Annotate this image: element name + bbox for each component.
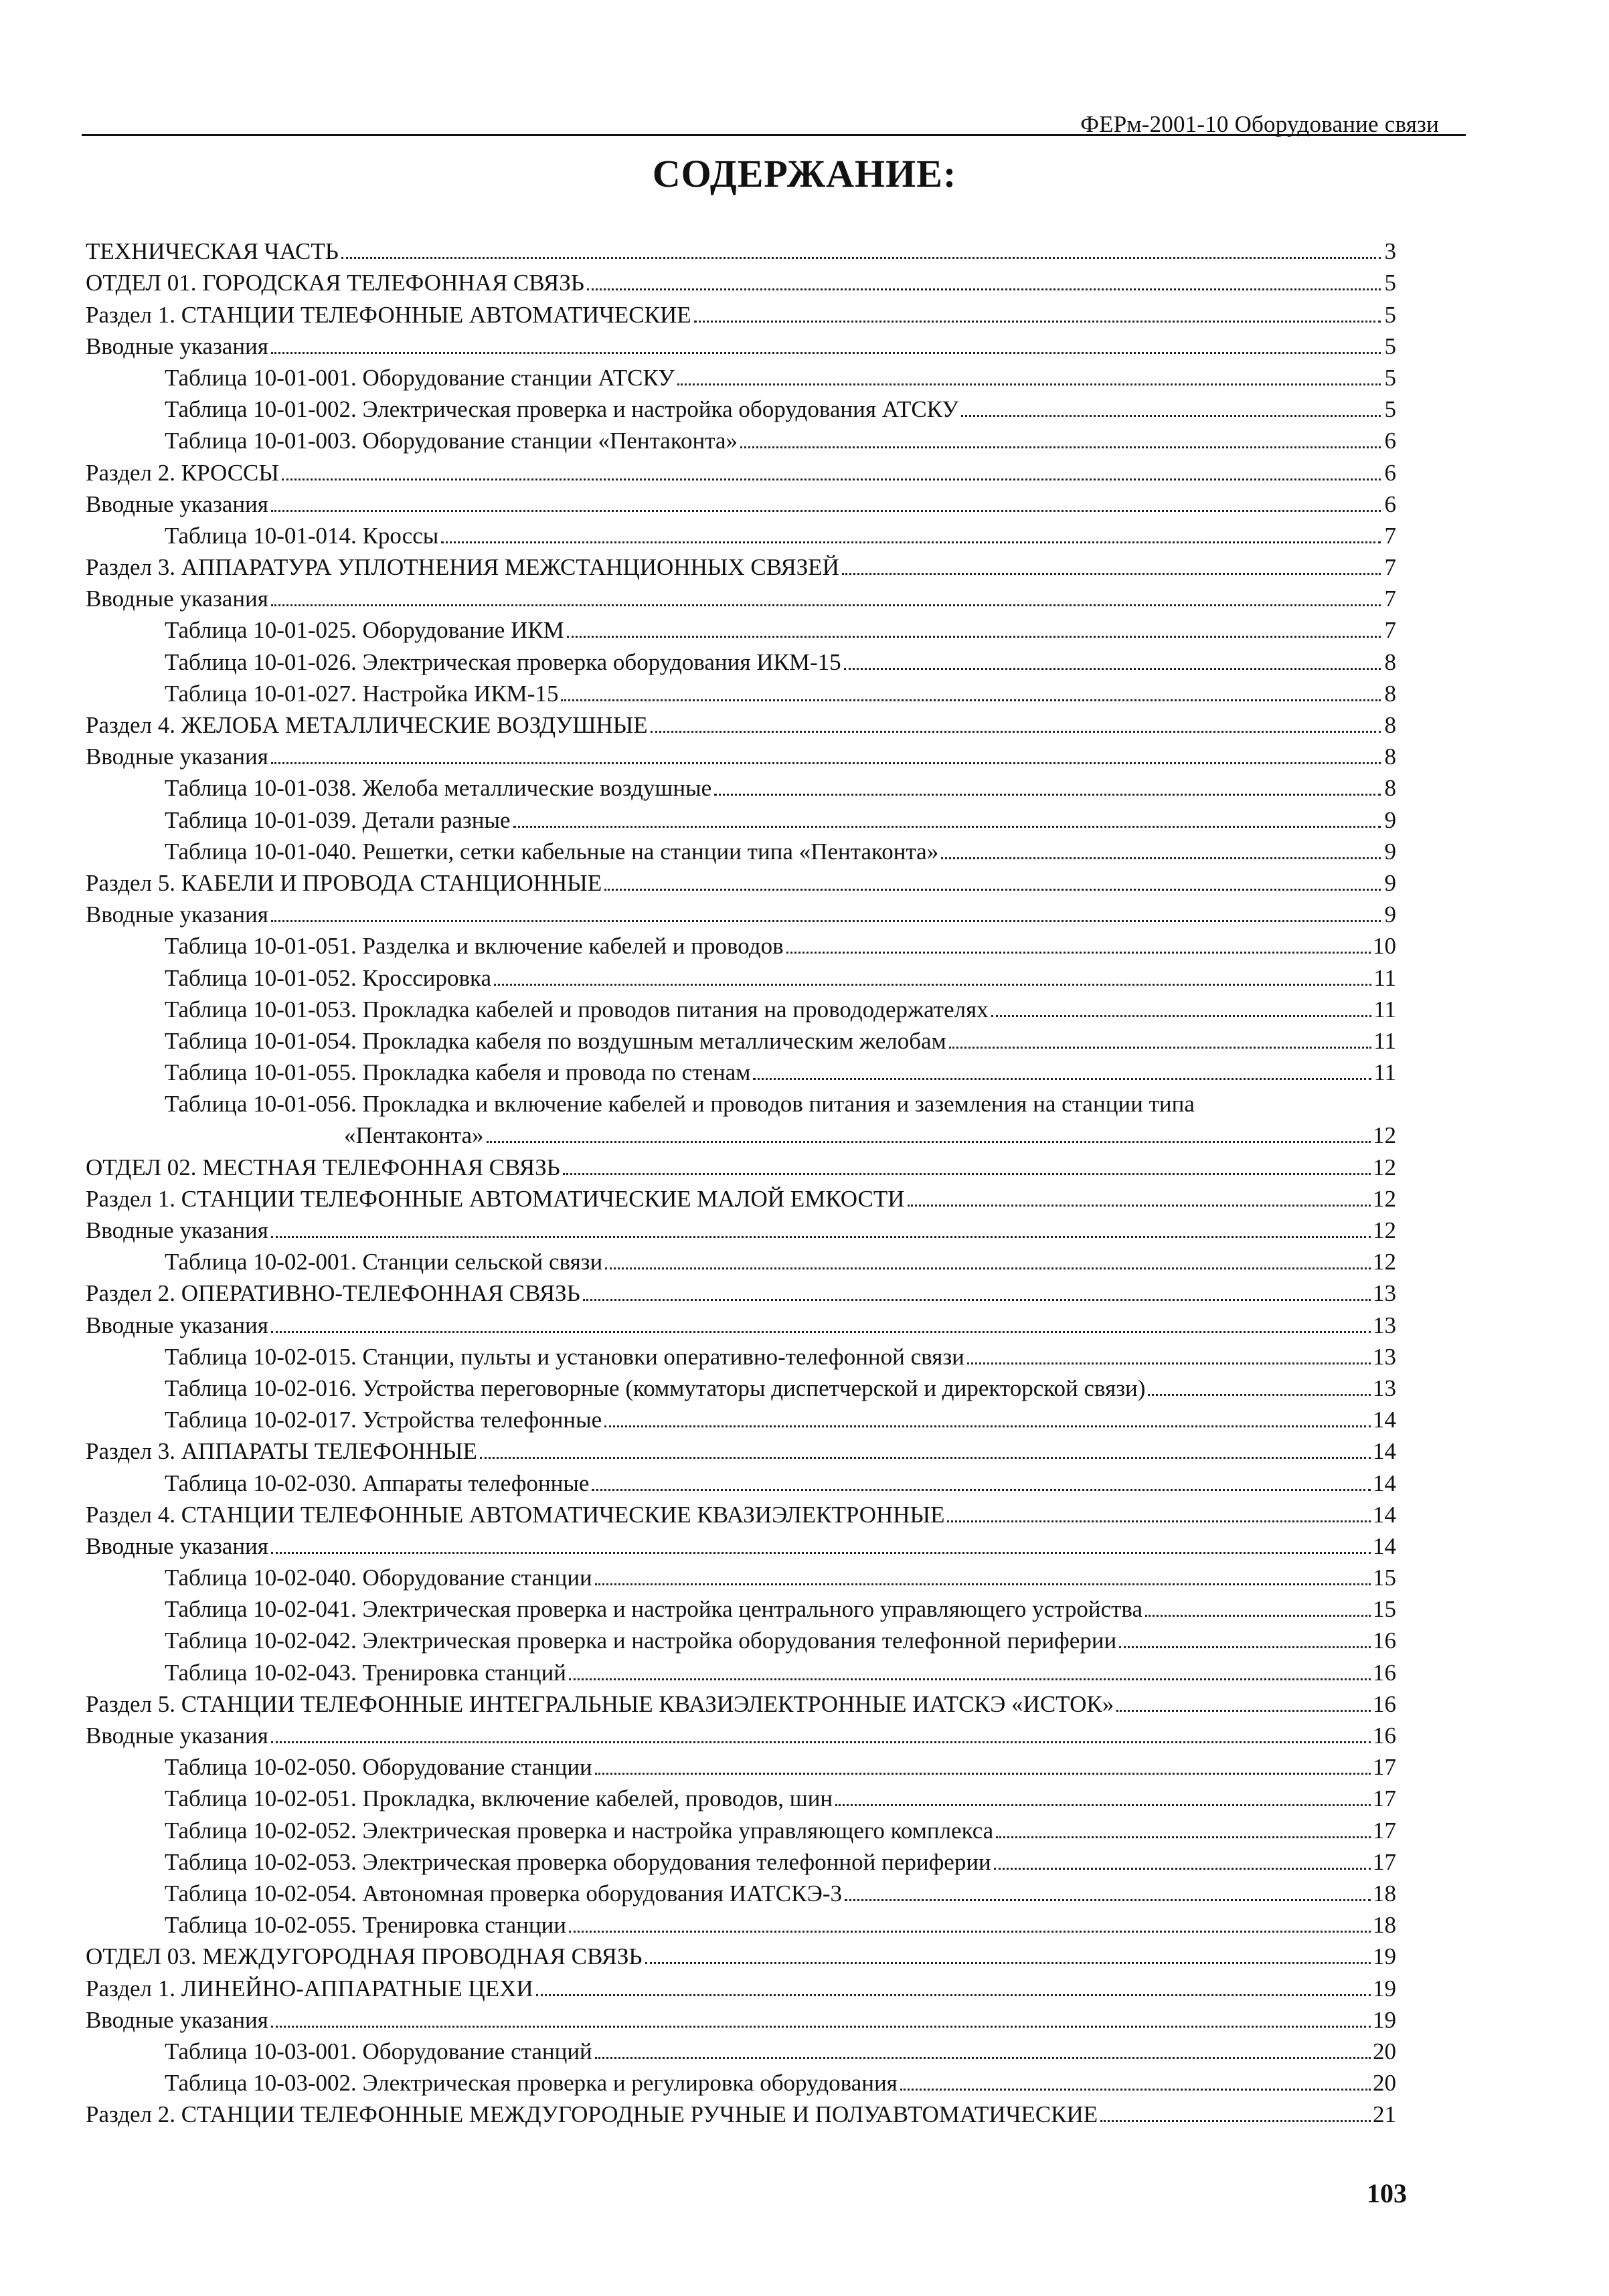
toc-entry[interactable] — [86, 1404, 1396, 1435]
toc-entry[interactable] — [86, 1656, 1396, 1688]
toc-entry-page: 13 — [1373, 1375, 1396, 1401]
toc-entry-label: Вводные указания — [86, 333, 268, 359]
dot-leader — [441, 541, 1381, 543]
toc-entry-label: Вводные указания — [86, 1217, 268, 1243]
dot-leader — [961, 415, 1381, 417]
toc-entry-label: Раздел 3. АППАРАТЫ ТЕЛЕФОННЫЕ — [86, 1438, 477, 1465]
toc-entry-label: Таблица 10-01-039. Детали разные — [165, 806, 511, 833]
toc-entry-label: Вводные указания — [86, 586, 268, 612]
toc-entry[interactable] — [86, 489, 1396, 520]
toc-entry[interactable] — [86, 236, 1396, 267]
toc-entry-page: 15 — [1373, 1596, 1396, 1623]
dot-leader — [282, 478, 1381, 480]
toc-entry-page: 8 — [1384, 775, 1396, 802]
toc-entry-page: 17 — [1373, 1848, 1396, 1875]
dot-leader — [587, 288, 1381, 290]
toc-entry[interactable] — [86, 1751, 1396, 1783]
toc-entry-page: 8 — [1384, 680, 1396, 707]
toc-entry-label: Таблица 10-01-014. Кроссы — [165, 522, 439, 549]
toc-entry-label: Таблица 10-01-038. Желоба металлические воздушные — [165, 775, 712, 802]
toc-entry-label: «Пентаконта» — [344, 1122, 484, 1149]
toc-entry[interactable] — [86, 1972, 1396, 2004]
toc-entry[interactable] — [86, 930, 1396, 962]
toc-entry-page: 5 — [1384, 333, 1396, 359]
dot-leader — [1100, 2120, 1371, 2122]
toc-entry-label: ОТДЕЛ 01. ГОРОДСКАЯ ТЕЛЕФОННАЯ СВЯЗЬ — [86, 270, 584, 296]
toc-entry-page: 8 — [1384, 712, 1396, 738]
dot-leader — [271, 762, 1381, 764]
toc-entry-page: 6 — [1384, 459, 1396, 486]
dot-leader — [1145, 1615, 1371, 1617]
toc-entry[interactable] — [86, 1720, 1396, 1751]
toc-entry-label: Раздел 2. СТАНЦИИ ТЕЛЕФОННЫЕ МЕЖДУГОРОДНЫЕ РУЧНЫЕ И ПОЛУАВТОМАТИЧЕСКИЕ — [86, 2101, 1098, 2128]
dot-leader — [645, 1962, 1371, 1964]
toc-entry[interactable] — [86, 772, 1396, 804]
toc-entry-page: 18 — [1373, 1912, 1396, 1939]
toc-entry[interactable] — [86, 551, 1396, 583]
dot-leader — [947, 1520, 1371, 1522]
dot-leader — [595, 1583, 1371, 1585]
toc-entry-page: 13 — [1373, 1343, 1396, 1370]
toc-entry[interactable] — [86, 1467, 1396, 1498]
toc-entry-page: 11 — [1373, 964, 1396, 991]
running-title: ФЕРм-2001-10 Оборудование связи — [1080, 111, 1439, 137]
toc-entry-label: Таблица 10-03-001. Оборудование станций — [165, 2038, 592, 2064]
dot-leader — [487, 1141, 1371, 1143]
toc-entry[interactable] — [86, 1814, 1396, 1846]
dot-leader — [567, 636, 1381, 638]
toc-entry-page: 9 — [1384, 901, 1396, 928]
toc-entry[interactable] — [86, 267, 1396, 298]
toc-entry-label: Таблица 10-02-052. Электрическая проверка и настройка управляющего комплекса — [165, 1817, 994, 1844]
dot-leader — [592, 1489, 1371, 1491]
toc-entry[interactable] — [86, 994, 1396, 1025]
toc-entry-page: 5 — [1384, 301, 1396, 328]
toc-entry-page: 16 — [1373, 1690, 1396, 1717]
toc-entry-page: 10 — [1373, 933, 1396, 960]
toc-entry-label: Раздел 3. АППАРАТУРА УПЛОТНЕНИЯ МЕЖСТАНЦИОННЫХ СВЯЗЕЙ — [86, 554, 839, 581]
toc-entry-label: Раздел 4. ЖЕЛОБА МЕТАЛЛИЧЕСКИЕ ВОЗДУШНЫЕ — [86, 712, 648, 738]
dot-leader — [271, 1236, 1371, 1238]
dot-leader — [835, 1804, 1371, 1806]
toc-entry-label: Раздел 1. СТАНЦИИ ТЕЛЕФОННЫЕ АВТОМАТИЧЕСКИЕ — [86, 301, 691, 328]
toc-entry[interactable] — [86, 804, 1396, 835]
toc-entry[interactable] — [86, 362, 1396, 393]
toc-entry[interactable] — [86, 709, 1396, 741]
toc-entry[interactable] — [86, 1088, 1396, 1120]
toc-entry-label: Таблица 10-02-040. Оборудование станции — [165, 1565, 592, 1591]
toc-entry-label: Таблица 10-02-042. Электрическая проверка и настройка оборудования телефонной периферии — [165, 1627, 1117, 1654]
toc-entry-label: Таблица 10-01-055. Прокладка кабеля и провода по стенам — [165, 1059, 751, 1086]
toc-entry-label: Таблица 10-01-053. Прокладка кабелей и проводов питания на провододержателях — [165, 996, 989, 1023]
toc-entry[interactable] — [86, 298, 1396, 330]
toc-entry[interactable] — [86, 741, 1396, 772]
dot-leader — [271, 2026, 1371, 2028]
toc-entry[interactable] — [86, 2067, 1396, 2099]
dot-leader — [569, 1931, 1371, 1933]
dot-leader — [569, 1678, 1371, 1680]
dot-leader — [740, 446, 1381, 448]
toc-entry-label: Таблица 10-01-002. Электрическая проверка и настройка оборудования АТСКУ — [165, 396, 959, 423]
toc-entry-label: Таблица 10-02-055. Тренировка станции — [165, 1912, 567, 1939]
toc-entry-page: 17 — [1373, 1785, 1396, 1812]
toc-entry[interactable] — [86, 678, 1396, 709]
toc-entry-page: 7 — [1384, 617, 1396, 644]
toc-entry-page: 15 — [1373, 1565, 1396, 1591]
dot-leader — [536, 1994, 1371, 1996]
toc-entry-page: 7 — [1384, 554, 1396, 581]
toc-entry-label: Вводные указания — [86, 1532, 268, 1559]
dot-leader — [1116, 1710, 1371, 1712]
toc-entry-page: 12 — [1373, 1154, 1396, 1180]
toc-entry-label: ОТДЕЛ 03. МЕЖДУГОРОДНАЯ ПРОВОДНАЯ СВЯЗЬ — [86, 1943, 643, 1970]
dot-leader — [651, 731, 1381, 733]
toc-entry[interactable] — [86, 962, 1396, 993]
toc-entry-page: 14 — [1373, 1470, 1396, 1496]
dot-leader — [271, 510, 1381, 512]
dot-leader — [753, 1078, 1371, 1080]
toc-entry-page: 7 — [1384, 522, 1396, 549]
toc-entry-continuation[interactable] — [86, 1120, 1396, 1151]
toc-entry[interactable] — [86, 1025, 1396, 1057]
toc-entry-label: Таблица 10-01-056. Прокладка и включение кабелей и проводов питания и заземления на станции типа — [165, 1091, 1195, 1118]
toc-entry-page: 11 — [1373, 1059, 1396, 1086]
toc-entry[interactable] — [86, 1941, 1396, 1972]
toc-entry-page: 7 — [1384, 586, 1396, 612]
toc-entry-label: Таблица 10-01-003. Оборудование станции «Пентаконта» — [165, 428, 738, 454]
toc-entry[interactable] — [86, 520, 1396, 551]
toc-entry[interactable] — [86, 1593, 1396, 1625]
toc-entry-page: 13 — [1373, 1312, 1396, 1338]
toc-entry[interactable] — [86, 1783, 1396, 1814]
toc-entry[interactable] — [86, 1309, 1396, 1340]
toc-entry[interactable] — [86, 1183, 1396, 1215]
toc-entry[interactable] — [86, 2004, 1396, 2036]
toc-entry[interactable] — [86, 646, 1396, 677]
toc-entry-label: Таблица 10-02-051. Прокладка, включение кабелей, проводов, шин — [165, 1785, 833, 1812]
toc-entry[interactable] — [86, 614, 1396, 646]
toc-entry-page: 19 — [1373, 1943, 1396, 1970]
toc-entry-page: 19 — [1373, 2006, 1396, 2033]
toc-entry-page: 16 — [1373, 1659, 1396, 1686]
toc-entry-label: Таблица 10-01-040. Решетки, сетки кабельные на станции типа «Пентаконта» — [165, 838, 939, 865]
toc-entry-page: 5 — [1384, 396, 1396, 423]
dot-leader — [271, 920, 1381, 922]
toc-entry-label: Таблица 10-03-002. Электрическая проверка и регулировка оборудования — [165, 2070, 898, 2097]
toc-entry-label: ОТДЕЛ 02. МЕСТНАЯ ТЕЛЕФОННАЯ СВЯЗЬ — [86, 1154, 560, 1180]
dot-leader — [271, 352, 1381, 354]
dot-leader — [595, 2057, 1371, 2059]
toc-entry[interactable] — [86, 1878, 1396, 1909]
dot-leader — [994, 1868, 1371, 1870]
toc-entry-page: 9 — [1384, 838, 1396, 865]
toc-entry-page: 12 — [1373, 1217, 1396, 1243]
toc-entry-page: 19 — [1373, 1975, 1396, 2002]
toc-entry-page: 12 — [1373, 1122, 1396, 1149]
dot-leader — [1119, 1646, 1371, 1648]
dot-leader — [271, 1552, 1371, 1554]
toc-entry[interactable] — [86, 1846, 1396, 1878]
dot-leader — [494, 984, 1371, 986]
toc-entry-label: Раздел 4. СТАНЦИИ ТЕЛЕФОННЫЕ АВТОМАТИЧЕСКИЕ КВАЗИЭЛЕКТРОННЫЕ — [86, 1501, 945, 1528]
table-of-contents — [86, 236, 1396, 2130]
toc-entry-label: Таблица 10-02-001. Станции сельской связи — [165, 1249, 603, 1275]
toc-entry-label: Вводные указания — [86, 1312, 268, 1338]
toc-entry-label: Раздел 5. СТАНЦИИ ТЕЛЕФОННЫЕ ИНТЕГРАЛЬНЫЕ КВАЗИЭЛЕКТРОННЫЕ ИАТСКЭ «ИСТОК» — [86, 1690, 1114, 1717]
toc-entry[interactable] — [86, 583, 1396, 614]
toc-entry-page: 6 — [1384, 428, 1396, 454]
toc-entry-label: Вводные указания — [86, 491, 268, 517]
toc-entry[interactable] — [86, 1341, 1396, 1373]
toc-entry-page: 14 — [1373, 1407, 1396, 1433]
toc-entry-label: Таблица 10-02-053. Электрическая проверка оборудования телефонной периферии — [165, 1848, 991, 1875]
dot-leader — [563, 1173, 1371, 1175]
toc-entry-page: 5 — [1384, 270, 1396, 296]
toc-entry-page: 11 — [1373, 1027, 1396, 1054]
toc-entry-label: Раздел 2. КРОССЫ — [86, 459, 279, 486]
dot-leader — [341, 257, 1381, 259]
toc-entry[interactable] — [86, 1246, 1396, 1277]
toc-entry-page: 13 — [1373, 1280, 1396, 1307]
toc-entry[interactable] — [86, 1625, 1396, 1656]
toc-entry-label: Таблица 10-02-050. Оборудование станции — [165, 1754, 592, 1781]
toc-entry[interactable] — [86, 1909, 1396, 1941]
toc-entry[interactable] — [86, 899, 1396, 930]
page-number: 103 — [1367, 2178, 1407, 2208]
toc-entry-label: Таблица 10-02-017. Устройства телефонные — [165, 1407, 602, 1433]
dot-leader — [845, 1899, 1371, 1901]
dot-leader — [604, 889, 1381, 891]
toc-entry[interactable] — [86, 1057, 1396, 1088]
toc-entry-page: 9 — [1384, 869, 1396, 896]
toc-entry-label: Таблица 10-02-054. Автономная проверка оборудования ИАТСКЭ-3 — [165, 1880, 843, 1907]
toc-entry[interactable] — [86, 1499, 1396, 1530]
toc-entry-page: 17 — [1373, 1754, 1396, 1781]
toc-entry[interactable] — [86, 456, 1396, 488]
toc-entry-page: 14 — [1373, 1501, 1396, 1528]
toc-entry[interactable] — [86, 1688, 1396, 1720]
toc-entry[interactable] — [86, 2099, 1396, 2130]
toc-entry-page: 16 — [1373, 1723, 1396, 1749]
toc-entry-label: Таблица 10-02-030. Аппараты телефонные — [165, 1470, 590, 1496]
toc-entry-page: 18 — [1373, 1880, 1396, 1907]
toc-entry-page: 20 — [1373, 2070, 1396, 2097]
toc-entry-page: 5 — [1384, 364, 1396, 391]
toc-entry-label: Вводные указания — [86, 901, 268, 928]
dot-leader — [714, 794, 1381, 796]
dot-leader — [595, 1773, 1371, 1775]
toc-entry[interactable] — [86, 425, 1396, 456]
toc-entry[interactable] — [86, 836, 1396, 867]
toc-entry-page: 3 — [1384, 238, 1396, 265]
toc-entry[interactable] — [86, 1277, 1396, 1309]
toc-entry[interactable] — [86, 1562, 1396, 1593]
toc-entry-label: ТЕХНИЧЕСКАЯ ЧАСТЬ — [86, 238, 339, 265]
running-header — [82, 107, 1466, 136]
toc-entry[interactable] — [86, 1373, 1396, 1404]
dot-leader — [513, 826, 1381, 828]
toc-entry-label: Вводные указания — [86, 2006, 268, 2033]
dot-leader — [842, 573, 1381, 575]
toc-entry-label: Таблица 10-01-051. Разделка и включение кабелей и проводов — [165, 933, 784, 960]
dot-leader — [996, 1836, 1371, 1838]
toc-entry-page: 8 — [1384, 743, 1396, 770]
toc-entry-label: Таблица 10-01-026. Электрическая проверка оборудования ИКМ-15 — [165, 648, 841, 675]
toc-entry-page: 14 — [1373, 1438, 1396, 1465]
dot-leader — [991, 1015, 1372, 1017]
toc-entry-page: 11 — [1373, 996, 1396, 1023]
dot-leader — [786, 952, 1371, 954]
toc-entry-label: Таблица 10-02-043. Тренировка станций — [165, 1659, 567, 1686]
dot-leader — [604, 1425, 1371, 1427]
toc-entry-page: 6 — [1384, 491, 1396, 517]
toc-entry-label: Таблица 10-02-016. Устройства переговорные (коммутаторы диспетчерской и директорской связи) — [165, 1375, 1146, 1401]
dot-leader — [908, 1205, 1371, 1207]
toc-entry-label: Раздел 2. ОПЕРАТИВНО-ТЕЛЕФОННАЯ СВЯЗЬ — [86, 1280, 580, 1307]
toc-entry-page: 21 — [1373, 2101, 1396, 2128]
toc-entry-label: Таблица 10-01-025. Оборудование ИКМ — [165, 617, 564, 644]
dot-leader — [844, 668, 1381, 670]
toc-entry[interactable] — [86, 1215, 1396, 1246]
page-title: СОДЕРЖАНИЕ: — [652, 152, 957, 195]
toc-entry-label: Таблица 10-02-015. Станции, пульты и установки оперативно-телефонной связи — [165, 1343, 964, 1370]
toc-entry-label: Таблица 10-02-041. Электрическая проверка и настройка центрального управляющего устройства — [165, 1596, 1143, 1623]
toc-entry-page: 9 — [1384, 806, 1396, 833]
dot-leader — [271, 604, 1381, 606]
dot-leader — [561, 699, 1381, 701]
toc-entry[interactable] — [86, 1151, 1396, 1182]
toc-entry-label: Вводные указания — [86, 743, 268, 770]
dot-leader — [967, 1362, 1371, 1364]
toc-entry-page: 14 — [1373, 1532, 1396, 1559]
toc-entry-page: 8 — [1384, 648, 1396, 675]
toc-entry-label: Раздел 5. КАБЕЛИ И ПРОВОДА СТАНЦИОННЫЕ — [86, 869, 602, 896]
dot-leader — [271, 1741, 1371, 1743]
toc-entry-page: 17 — [1373, 1817, 1396, 1844]
dot-leader — [941, 857, 1381, 859]
dot-leader — [1148, 1394, 1371, 1396]
toc-entry-label: Таблица 10-01-027. Настройка ИКМ-15 — [165, 680, 559, 707]
toc-entry-label: Вводные указания — [86, 1723, 268, 1749]
toc-entry[interactable] — [86, 1530, 1396, 1562]
toc-entry[interactable] — [86, 1435, 1396, 1467]
toc-entry-label: Таблица 10-01-052. Кроссировка — [165, 964, 492, 991]
toc-entry-page: 12 — [1373, 1249, 1396, 1275]
toc-entry-page: 20 — [1373, 2038, 1396, 2064]
toc-entry[interactable] — [86, 867, 1396, 899]
toc-entry-page: 16 — [1373, 1627, 1396, 1654]
dot-leader — [900, 2089, 1371, 2091]
toc-entry-page: 12 — [1373, 1185, 1396, 1212]
toc-entry-label: Раздел 1. СТАНЦИИ ТЕЛЕФОННЫЕ АВТОМАТИЧЕСКИЕ МАЛОЙ ЕМКОСТИ — [86, 1185, 905, 1212]
toc-entry[interactable] — [86, 393, 1396, 425]
toc-entry[interactable] — [86, 2036, 1396, 2067]
dot-leader — [694, 321, 1381, 323]
toc-entry-label: Таблица 10-01-054. Прокладка кабеля по воздушным металлическим желобам — [165, 1027, 946, 1054]
dot-leader — [949, 1047, 1372, 1049]
dot-leader — [583, 1299, 1371, 1301]
toc-entry-label: Раздел 1. ЛИНЕЙНО-АППАРАТНЫЕ ЦЕХИ — [86, 1975, 533, 2002]
toc-entry-label: Таблица 10-01-001. Оборудование станции АТСКУ — [165, 364, 675, 391]
dot-leader — [480, 1457, 1371, 1459]
dot-leader — [271, 1331, 1371, 1333]
dot-leader — [605, 1267, 1371, 1269]
dot-leader — [677, 383, 1381, 385]
toc-entry[interactable] — [86, 331, 1396, 362]
